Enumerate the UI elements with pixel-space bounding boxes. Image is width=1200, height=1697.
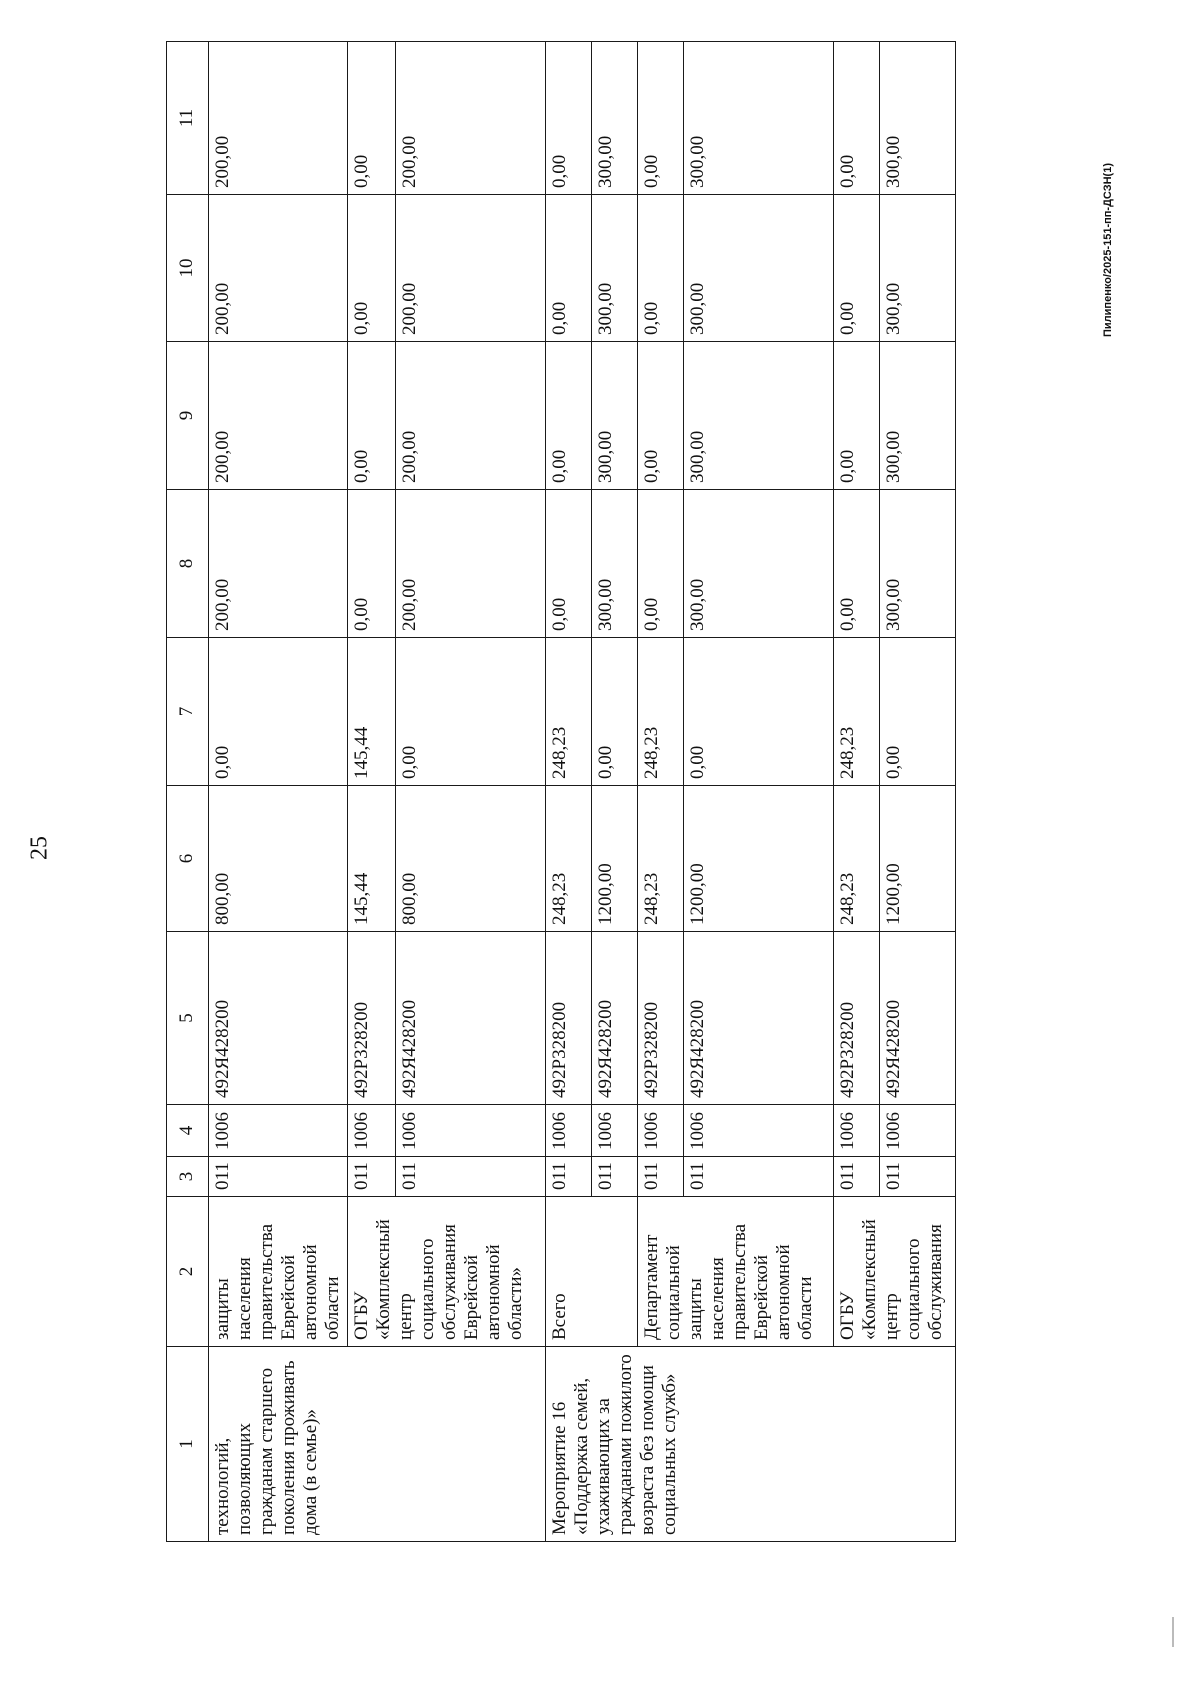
page-number: 25 xyxy=(26,836,53,860)
amount-cell: 0,00 xyxy=(546,490,592,638)
executor-cell: ОГБУ «Комплексный центр социального обслуживания Еврейской автономной области» xyxy=(348,1197,546,1347)
amount-cell: 0,00 xyxy=(348,342,396,490)
amount-cell: 0,00 xyxy=(209,638,348,786)
amount-cell: 248,23 xyxy=(834,638,880,786)
amount-cell: 248,23 xyxy=(546,786,592,932)
target-article: 492Р328200 xyxy=(834,932,880,1105)
section-code: 1006 xyxy=(880,1105,956,1157)
amount-cell: 0,00 xyxy=(592,638,638,786)
amount-cell: 0,00 xyxy=(546,42,592,195)
amount-cell: 200,00 xyxy=(209,195,348,342)
amount-cell: 0,00 xyxy=(638,490,684,638)
amount-cell: 200,00 xyxy=(396,195,546,342)
amount-cell: 200,00 xyxy=(396,342,546,490)
grbs-code: 011 xyxy=(638,1157,684,1197)
executor-cell: защиты населения правительства Еврейской автономной области xyxy=(209,1197,348,1347)
section-code: 1006 xyxy=(546,1105,592,1157)
amount-cell: 0,00 xyxy=(638,42,684,195)
amount-cell: 800,00 xyxy=(209,786,348,932)
header-cell: 2 xyxy=(167,1197,209,1347)
table-row xyxy=(209,42,348,1542)
header-cell: 5 xyxy=(167,932,209,1105)
target-article: 492Я428200 xyxy=(209,932,348,1105)
amount-cell: 200,00 xyxy=(396,490,546,638)
amount-cell: 200,00 xyxy=(396,42,546,195)
grbs-code: 011 xyxy=(684,1157,834,1197)
target-article: 492Я428200 xyxy=(592,932,638,1105)
amount-cell: 300,00 xyxy=(880,195,956,342)
header-cell: 1 xyxy=(167,1347,209,1542)
amount-cell: 1200,00 xyxy=(880,786,956,932)
amount-cell: 200,00 xyxy=(209,342,348,490)
header-cell: 3 xyxy=(167,1157,209,1197)
header-cell: 9 xyxy=(167,342,209,490)
section-code: 1006 xyxy=(638,1105,684,1157)
target-article: 492Я428200 xyxy=(684,932,834,1105)
amount-cell: 800,00 xyxy=(396,786,546,932)
section-code: 1006 xyxy=(209,1105,348,1157)
executor-cell: Всего xyxy=(546,1197,638,1347)
executor-cell: ОГБУ «Комплексный центр социального обслуживания xyxy=(834,1197,956,1347)
header-cell: 7 xyxy=(167,638,209,786)
amount-cell: 300,00 xyxy=(684,342,834,490)
target-article: 492Я428200 xyxy=(396,932,546,1105)
amount-cell: 0,00 xyxy=(834,490,880,638)
header-cell: 8 xyxy=(167,490,209,638)
table-row xyxy=(348,42,396,1542)
amount-cell: 300,00 xyxy=(592,195,638,342)
target-article: 492Я428200 xyxy=(880,932,956,1105)
grbs-code: 011 xyxy=(834,1157,880,1197)
amount-cell: 0,00 xyxy=(834,42,880,195)
amount-cell: 0,00 xyxy=(396,638,546,786)
grbs-code: 011 xyxy=(396,1157,546,1197)
grbs-code: 011 xyxy=(592,1157,638,1197)
document-code: Пилипенко/2025-151-пп-ДСЗН(1) xyxy=(1102,163,1114,337)
amount-cell: 300,00 xyxy=(880,42,956,195)
amount-cell: 0,00 xyxy=(348,195,396,342)
amount-cell: 1200,00 xyxy=(684,786,834,932)
amount-cell: 0,00 xyxy=(546,342,592,490)
amount-cell: 248,23 xyxy=(834,786,880,932)
amount-cell: 300,00 xyxy=(592,42,638,195)
measure-description: Мероприятие 16 «Поддержка семей, ухаживающих за гражданами пожилого возраста без помощи социальных служб» xyxy=(546,1347,956,1542)
edge-mark xyxy=(1172,1617,1174,1647)
target-article: 492Р328200 xyxy=(638,932,684,1105)
amount-cell: 0,00 xyxy=(880,638,956,786)
section-code: 1006 xyxy=(684,1105,834,1157)
target-article: 492Р328200 xyxy=(348,932,396,1105)
table-row xyxy=(546,42,592,1542)
amount-cell: 1200,00 xyxy=(592,786,638,932)
section-code: 1006 xyxy=(834,1105,880,1157)
amount-cell: 0,00 xyxy=(638,342,684,490)
amount-cell: 300,00 xyxy=(592,342,638,490)
table-row xyxy=(834,42,880,1542)
header-row xyxy=(167,42,209,1542)
amount-cell: 0,00 xyxy=(546,195,592,342)
amount-cell: 0,00 xyxy=(348,42,396,195)
header-cell: 10 xyxy=(167,195,209,342)
section-code: 1006 xyxy=(592,1105,638,1157)
measure-description: технологий, позволяющих гражданам старшего поколения проживать дома (в семье)» xyxy=(209,1347,546,1542)
executor-cell: Департамент социальной защиты населения правительства Еврейской автономной области xyxy=(638,1197,834,1347)
target-article: 492Р328200 xyxy=(546,932,592,1105)
grbs-code: 011 xyxy=(546,1157,592,1197)
budget-table-wrapper xyxy=(166,42,1046,1542)
amount-cell: 0,00 xyxy=(348,490,396,638)
section-code: 1006 xyxy=(396,1105,546,1157)
header-cell: 11 xyxy=(167,42,209,195)
amount-cell: 248,23 xyxy=(638,786,684,932)
amount-cell: 200,00 xyxy=(209,490,348,638)
amount-cell: 300,00 xyxy=(684,490,834,638)
amount-cell: 300,00 xyxy=(880,490,956,638)
amount-cell: 145,44 xyxy=(348,786,396,932)
amount-cell: 0,00 xyxy=(638,195,684,342)
amount-cell: 0,00 xyxy=(834,195,880,342)
amount-cell: 0,00 xyxy=(684,638,834,786)
section-code: 1006 xyxy=(348,1105,396,1157)
amount-cell: 0,00 xyxy=(834,342,880,490)
budget-table xyxy=(166,41,956,1542)
amount-cell: 300,00 xyxy=(684,42,834,195)
amount-cell: 248,23 xyxy=(638,638,684,786)
amount-cell: 200,00 xyxy=(209,42,348,195)
header-cell: 6 xyxy=(167,786,209,932)
grbs-code: 011 xyxy=(880,1157,956,1197)
amount-cell: 145,44 xyxy=(348,638,396,786)
grbs-code: 011 xyxy=(348,1157,396,1197)
grbs-code: 011 xyxy=(209,1157,348,1197)
table-row xyxy=(638,42,684,1542)
amount-cell: 300,00 xyxy=(880,342,956,490)
header-cell: 4 xyxy=(167,1105,209,1157)
amount-cell: 300,00 xyxy=(592,490,638,638)
amount-cell: 300,00 xyxy=(684,195,834,342)
amount-cell: 248,23 xyxy=(546,638,592,786)
